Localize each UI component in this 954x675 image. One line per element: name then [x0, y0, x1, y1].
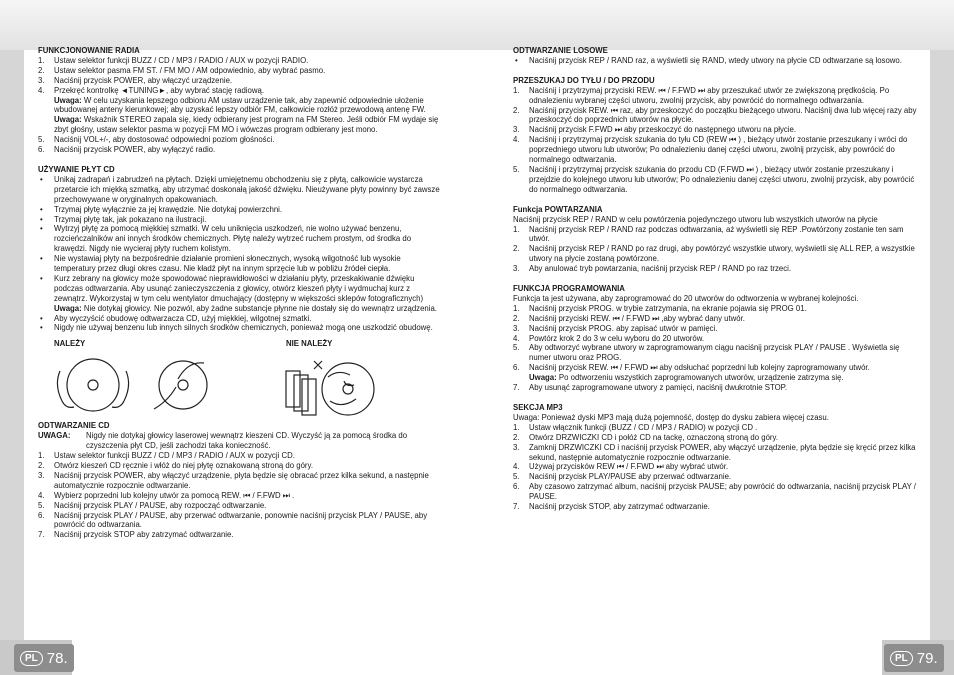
section-title-care: UŻYWANIE PŁYT CD — [38, 164, 115, 174]
list-item: • Kurz zebrany na głowicy może spowodować nieprawidłowości w działaniu płyty, przeskakiwanie dźwięku podczas odtwarzania. Aby usunąć zanieczyszczenia z głowicy, otwórz kieszeń płyty i wydmuchaj kurz z zewnątrz. Wykorzystaj w tym celu wentylator dmuchający (dostępny w większości sklepów fotograficznych) — [40, 273, 424, 303]
list-item: 1. Naciśnij przycisk PROG. w trybie zatrzymania, na ekranie pojawia się PROG 01. — [513, 303, 807, 313]
list-item: 1. Ustaw selektor funkcji BUZZ / CD / MP3 / RADIO / AUX w pozycji RADIO. — [38, 55, 309, 65]
list-item: • Naciśnij przycisk REP / RAND raz, a wyświetli się RAND, wtedy utwory na płycie CD odtwarzane są losowo. — [515, 55, 902, 65]
label-should-not: NIE NALEŻY — [286, 339, 333, 349]
left-margin-band — [0, 50, 24, 640]
note: Uwaga: W celu uzyskania lepszego odbioru AM ustaw urządzenie tak, aby zapewnić odpowiednie ułożenie wbudowanej anteny kierunkowej; aby uzyskać lepszy odbiór FM, całkowicie rozłóż przewodową antenę FW. — [54, 95, 426, 115]
list-item: 5. Naciśnij przycisk PLAY / PAUSE, aby rozpocząć odtwarzanie. — [38, 500, 267, 510]
disc-handling-icon — [48, 351, 378, 417]
section-title-repeat: Funkcja POWTARZANIA — [513, 204, 603, 214]
list-item: 3. Naciśnij przycisk F.FWD ⏭ aby przeskoczyć do następnego utworu na płycie. — [513, 125, 797, 135]
section-title-mp3: SEKCJA MP3 — [513, 403, 563, 412]
list-item: 7. Naciśnij przycisk STOP, aby zatrzymać odtwarzanie. — [513, 502, 710, 512]
list-item: 4. Naciśnij i przytrzymaj przycisk szukania do tyłu CD (REW ⏮ ) , bieżący utwór zostanie przeszukany i wróci do poprzedniego utworu lub utworów; Po odnalezieniu danej części utworu, zwolnij przycisk, aby powrócić do normalnego odtwarzania. — [513, 135, 908, 165]
disc-handling-illustration — [38, 333, 440, 421]
list-item: • Trzymaj płytę wyłącznie za jej krawędzie. Nie dotykaj powierzchni. — [40, 204, 283, 214]
list-item: • Nie wystawiaj płyty na bezpośrednie działanie promieni słonecznych, wysoką wilgotność lub wysokie temperatury przez długi okres czasu. Nie kładź płyt na innym sprzęcie lub w pobliżu źródeł ciepła. — [40, 254, 401, 274]
list-item: 3. Naciśnij przycisk POWER, aby włączyć urządzenie, płyta będzie się obracać przez kilka sekund, a następnie automatycznie rozpocznie odtwarzanie. — [38, 470, 429, 490]
right-margin-band — [930, 50, 954, 640]
page-number: 78. — [46, 649, 68, 667]
list-item: 2. Otwórz kieszeń CD ręcznie i włóż do niej płytę oznakowaną stroną do góry. — [38, 461, 314, 470]
list-item: 5. Naciśnij i przytrzymaj przycisk szukania do przodu CD (F.FWD ⏭ ) , bieżący utwór zostanie przeszukany i przejdzie do kolejnego utworu lub utworów; Po odnalezieniu danej części utworu, zwolnij przycisk, aby powrócić do normalnego odtwarzania. — [513, 164, 915, 194]
list-item: • Unikaj zadrapań i zabrudzeń na płytach. Dzięki umiejętnemu obchodzeniu się z płytą, całkowicie wystarcza przetarcie ich miękką szmatką, aby utrzymać doskonałą jakość dźwięku. Nieużywane płyty powinny być zawsze przechowywane w oryginalnych opakowaniach. — [40, 174, 440, 204]
list-item: 1. Naciśnij i przytrzymaj przyciski REW. ⏮ / F.FWD ⏭ aby przeszukać utwór ze zwiększoną prędkością. Po odnalezieniu wybranej części utworu, zwolnij przycisk, aby powrócić do normalnego odtwarzania. — [513, 85, 890, 105]
list-item: • Trzymaj płytę tak, jak pokazano na ilustracji. — [40, 214, 207, 224]
list-item: 3. Zamknij DRZWICZKI CD i naciśnij przycisk POWER, aby włączyć urządzenie, płyta będzie się kręcić przez kilka sekund, następnie automatycznie rozpocznie odtwarzanie. — [513, 442, 916, 462]
list-item: 4. Przekręć kontrolkę ◄TUNING►, aby wybrać stację radiową. — [38, 85, 264, 95]
header-band — [0, 0, 954, 50]
section-title-skip: PRZESZUKAJ DO TYŁU / DO PRZODU — [513, 75, 655, 85]
list-item: 4. Używaj przycisków REW ⏮ / F.FWD ⏭ aby wybrać utwór. — [513, 462, 729, 472]
note: Uwaga: Po odtworzeniu wszystkich zaprogramowanych utworów, urządzenie zatrzyma się. — [529, 373, 844, 383]
list-item: 2. Naciśnij przycisk REP / RAND po raz drugi, aby powtórzyć wszystkie utwory, wyświetli się ALL REP, a wszystkie utwory na płycie zostaną powtórzone. — [513, 244, 915, 264]
page-number-left — [14, 644, 74, 672]
list-item: 6. Naciśnij przycisk REW. ⏮ / F.FWD ⏭ aby odsłuchać poprzedni lub kolejny zaprogramowany utwór. — [513, 363, 870, 373]
page-number-right — [884, 644, 944, 672]
right-column — [513, 46, 921, 512]
paragraph: Uwaga: Ponieważ dyski MP3 mają dużą pojemność, dostęp do dysku zabiera więcej czasu. — [513, 412, 829, 422]
list-item: 3. Aby anulować tryb powtarzania, naciśnij przycisk REP / RAND po raz trzeci. — [513, 264, 792, 274]
section-title-radio: FUNKCJONOWANIE RADIA — [38, 46, 140, 55]
list-item: 5. Aby odtworzyć wybrane utwory w zaprogramowanym ciągu naciśnij przycisk PLAY / PAUSE . Wyświetla się numer utworu oraz PROG. — [513, 343, 900, 363]
section-title-program: FUNKCJA PROGRAMOWANIA — [513, 284, 625, 294]
list-item: 7. Aby usunąć zaprogramowane utwory z pamięci, naciśnij dwukrotnie STOP. — [513, 383, 788, 393]
list-item: 1. Ustaw włącznik funkcji (BUZZ / CD / MP3 / RADIO) w pozycji CD . — [513, 422, 758, 432]
list-item: 6. Aby czasowo zatrzymać album, naciśnij przycisk PAUSE; aby powrócić do odtwarzania, naciśnij przycisk PLAY / PAUSE. — [513, 482, 916, 502]
list-item: 7. Naciśnij przycisk STOP aby zatrzymać odtwarzanie. — [38, 530, 234, 540]
list-item: 6. Naciśnij przycisk POWER, aby wyłączyć radio. — [38, 145, 216, 155]
list-item: 4. Powtórz krok 2 do 3 w celu wyboru do 20 utworów. — [513, 333, 705, 343]
list-item: 6. Naciśnij przycisk PLAY / PAUSE, aby przerwać odtwarzanie, ponownie naciśnij przycisk PLAY / PAUSE, aby powrócić do odtwarzania. — [38, 510, 428, 530]
list-item: • Wytrzyj płytę za pomocą miękkiej szmatki. W celu uniknięcia uszkodzeń, nie wolno używać benzenu, rozcieńczalników ani innych środków chemicznych. Płytę należy wytrzeć ruchem prostym, od środka do krawędzi. Nigdy nie wycieraj płyty ruchem kolistym. — [40, 224, 412, 254]
paragraph: Funkcja ta jest używana, aby zaprogramować do 20 utworów do odtworzenia w wybranej kolejności. — [513, 293, 859, 303]
list-item: 2. Naciśnij przycisk REW. ⏮ raz, aby przeskoczyć do początku bieżącego utworu. Naciśnij dwa lub więcej razy aby przeskoczyć do poprzednich utworów na płycie. — [513, 105, 917, 125]
section-title-random: ODTWARZANIE LOSOWE — [513, 46, 608, 55]
list-item: 3. Naciśnij przycisk PROG. aby zapisać utwór w pamięci. — [513, 323, 718, 333]
list-item: 3. Naciśnij przycisk POWER, aby włączyć urządzenie. — [38, 75, 233, 85]
list-item: 1. Naciśnij przycisk REP / RAND raz podczas odtwarzania, aż wyświetli się REP .Powtórzony zostanie ten sam utwór. — [513, 224, 904, 244]
page-number: 79. — [916, 649, 938, 667]
section-title-cd: ODTWARZANIE CD — [38, 421, 110, 431]
warning: UWAGA: Nigdy nie dotykaj głowicy laserowej wewnątrz kieszeni CD. Wyczyść ją za pomocą środka do czyszczenia płyt CD, jeśli zachodzi taka konieczność. — [38, 431, 408, 451]
left-column — [38, 46, 440, 540]
list-item: 5. Naciśnij przycisk PLAY/PAUSE aby przerwać odtwarzanie. — [513, 472, 732, 482]
list-item: 1. Ustaw selektor funkcji BUZZ / CD / MP3 / RADIO / AUX w pozycji CD. — [38, 451, 295, 461]
list-item: 5. Naciśnij VOL+/-, aby dostosować odpowiedni poziom głośności. — [38, 135, 275, 145]
list-item: 2. Naciśnij przyciski REW. ⏮ / F.FWD ⏭ ,aby wybrać dany utwór. — [513, 313, 745, 323]
paragraph: Naciśnij przycisk REP / RAND w celu powtórzenia pojedynczego utworu lub wszystkich utworów na płycie — [513, 214, 878, 224]
label-should: NALEŻY — [54, 339, 86, 349]
language-badge: PL — [20, 651, 43, 666]
list-item: 2. Ustaw selektor pasma FM ST. / FM MO / AM odpowiednio, aby wybrać pasmo. — [38, 65, 326, 75]
list-item: 4. Wybierz poprzedni lub kolejny utwór za pomocą REW. ⏮ / F.FWD ⏭ . — [38, 490, 295, 500]
list-item: • Aby wyczyścić obudowę odtwarzacza CD, użyj miękkiej, wilgotnej szmatki. — [40, 313, 312, 323]
note: Uwaga: Nie dotykaj głowicy. Nie pozwól, aby żadne substancje płynne nie dostały się do wewnątrz urządzenia. — [54, 303, 437, 313]
note: Uwaga: Wskaźnik STEREO zapala się, kiedy odbierany jest program na FM Stereo. Jeśli odbiór FM wydaje się zbyt głośny, ustaw selektor pasma w pozycji FM MO i wówczas program odbierany jest mono. — [54, 115, 439, 135]
list-item: • Nigdy nie używaj benzenu lub innych silnych środków chemicznych, ponieważ mogą one uszkodzić obudowę. — [40, 323, 433, 333]
language-badge: PL — [890, 651, 913, 666]
list-item: 2. Otwórz DRZWICZKI CD i połóż CD na tackę, oznaczoną stroną do góry. — [513, 432, 779, 442]
